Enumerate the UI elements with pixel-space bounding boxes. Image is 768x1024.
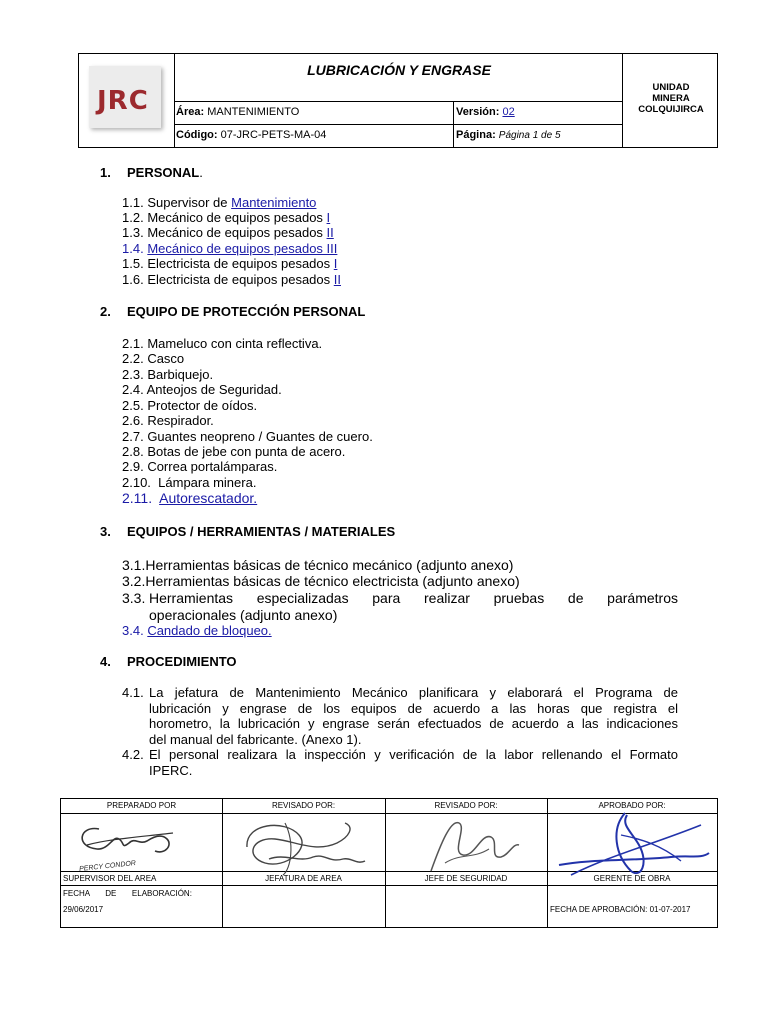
item-text: Guantes neopreno / Guantes de cuero. (147, 429, 373, 444)
list-item (122, 623, 272, 638)
item-text: Mecánico de equipos pesados (147, 210, 327, 225)
item-link[interactable]: Mecánico de equipos pesados III (147, 241, 338, 256)
area-cell (176, 106, 299, 118)
list-item (122, 272, 341, 287)
section-heading (100, 524, 395, 539)
item-number: 2.5. (122, 398, 144, 413)
item-text: Respirador. (147, 413, 214, 428)
item-link[interactable]: I (326, 210, 331, 225)
item-number: 1.4. (122, 241, 144, 256)
document-title: LUBRICACIÓN Y ENGRASE (307, 62, 491, 78)
item-link[interactable]: Autorescatador. (159, 490, 258, 506)
page-label: Página: (456, 129, 496, 141)
column-header: REVISADO POR: (434, 801, 498, 810)
page-value: Página 1 de 5 (498, 130, 561, 141)
unit-line: MINERA (652, 93, 690, 104)
item-number: 1.1. (122, 195, 144, 210)
code-cell (176, 129, 326, 141)
item-number: 3.2. (122, 573, 146, 589)
item-number: 2.6. (122, 413, 144, 428)
list-item (122, 256, 337, 271)
item-number: 3.1. (122, 557, 146, 573)
list-item (122, 398, 257, 413)
section-number: 1. (100, 165, 111, 180)
item-text: del manual del fabricante. (Anexo 1). (149, 731, 362, 747)
item-number: 2.4. (122, 382, 144, 397)
list-item (122, 210, 330, 225)
section-heading (100, 304, 365, 319)
section-title: EQUIPOS / HERRAMIENTAS / MATERIALES (127, 524, 396, 539)
section-title: EQUIPO DE PROTECCIÓN PERSONAL (127, 304, 366, 319)
fecha-elaboracion-value: 29/06/2017 (63, 905, 104, 914)
version-cell (456, 106, 515, 118)
fecha-elaboracion-label: FECHA DE ELABORACIÓN: (63, 889, 192, 898)
item-number: 2.3. (122, 367, 144, 382)
item-text: Protector de oídos. (147, 398, 258, 413)
list-item (122, 475, 256, 490)
divider (174, 101, 622, 102)
column-header: APROBADO POR: (598, 801, 666, 810)
list-item (122, 382, 282, 397)
list-item (122, 413, 214, 428)
section-number: 2. (100, 304, 111, 319)
item-text: Herramientas básicas de técnico mecánico (adjunto anexo) (145, 557, 514, 573)
item-number: 2.7. (122, 429, 144, 444)
signature-seguridad (401, 813, 531, 877)
item-text: Mecánico de equipos pesados (147, 225, 327, 240)
item-text: Supervisor de (147, 195, 232, 210)
role-label: SUPERVISOR DEL AREA (63, 874, 157, 883)
list-item (122, 444, 345, 459)
section-title: PERSONAL (127, 165, 200, 180)
role-label: JEFE DE SEGURIDAD (424, 874, 508, 883)
section-title-suffix: . (199, 165, 203, 180)
paragraph-item (122, 685, 678, 747)
item-text: Electricista de equipos pesados (147, 272, 334, 287)
column-header: PREPARADO POR (106, 801, 177, 810)
list-item (122, 490, 257, 506)
list-item (122, 241, 337, 256)
item-number: 1.5. (122, 256, 144, 271)
handwritten-name: PERCY CONDOR (78, 860, 137, 873)
item-number: 4.1. (122, 685, 144, 700)
role-label: JEFATURA DE AREA (265, 874, 342, 883)
list-item (122, 429, 373, 444)
list-item (122, 225, 334, 240)
item-link[interactable]: I (333, 256, 338, 271)
unit-line: COLQUIJIRCA (638, 104, 704, 115)
item-text: El personal realizara la inspección y verificación de la labor rellenando el Formato (149, 747, 678, 762)
item-text: Anteojos de Seguridad. (146, 382, 282, 397)
item-number: 1.6. (122, 272, 144, 287)
area-value: MANTENIMIENTO (207, 106, 300, 118)
mining-unit (623, 82, 719, 115)
item-text: Botas de jebe con punta de acero. (147, 444, 346, 459)
section-number: 4. (100, 654, 111, 669)
item-number: 2.10. (122, 475, 151, 490)
role-label: GERENTE DE OBRA (593, 874, 671, 883)
list-item (122, 367, 213, 382)
fecha-aprobacion: FECHA DE APROBACIÓN: 01-07-2017 (550, 905, 691, 914)
code-value: 07-JRC-PETS-MA-04 (220, 129, 327, 141)
item-text: lubricación y engrase de los equipos de acuerdo a las horas que registra el (149, 700, 678, 716)
item-text: horometro, la lubricación y engrase serán efectuados de acuerdo a las indicaciones (149, 716, 678, 731)
item-number: 3.3. (122, 590, 146, 606)
item-number: 2.8. (122, 444, 144, 459)
item-text: Electricista de equipos pesados (147, 256, 334, 271)
item-link[interactable]: Mantenimiento (231, 195, 317, 210)
item-number: 1.2. (122, 210, 144, 225)
version-label: Versión: (456, 106, 500, 118)
section-heading (100, 165, 203, 180)
version-value: 02 (502, 106, 515, 118)
list-item (122, 195, 316, 210)
area-label: Área: (176, 106, 205, 118)
item-link[interactable]: Candado de bloqueo. (147, 623, 272, 638)
document-header (78, 53, 718, 148)
item-link[interactable]: II (326, 225, 334, 240)
item-text: Lámpara minera. (158, 475, 257, 490)
company-logo (89, 66, 161, 128)
item-text: Casco (147, 351, 185, 366)
section-number: 3. (100, 524, 111, 539)
section-title: PROCEDIMIENTO (127, 654, 237, 669)
list-item (122, 351, 184, 366)
divider (385, 799, 386, 927)
item-text: operacionales (adjunto anexo) (149, 607, 338, 623)
divider (547, 799, 548, 927)
signature-table (60, 798, 718, 928)
item-link[interactable]: II (333, 272, 341, 287)
section-heading (100, 654, 237, 669)
divider (61, 885, 717, 886)
paragraph-item (122, 747, 678, 778)
code-label: Código: (176, 129, 218, 141)
signature-jefatura (225, 813, 375, 877)
item-text: Mameluco con cinta reflectiva. (147, 336, 323, 351)
list-item (122, 336, 322, 351)
list-item (122, 459, 277, 474)
divider (174, 124, 622, 125)
item-text: Herramientas especializadas para realizar pruebas de parámetros (149, 590, 678, 606)
item-number: 2.11. (122, 490, 153, 506)
page-cell (456, 129, 561, 141)
item-number: 1.3. (122, 225, 144, 240)
item-number: 3.4. (122, 623, 144, 638)
item-text: Herramientas básicas de técnico electricista (adjunto anexo) (145, 573, 520, 589)
item-number: 2.2. (122, 351, 144, 366)
item-number: 2.1. (122, 336, 144, 351)
divider (222, 799, 223, 927)
item-number: 2.9. (122, 459, 144, 474)
item-text: IPERC. (149, 762, 193, 778)
item-text: Correa portalámparas. (147, 459, 278, 474)
item-number: 4.2. (122, 747, 144, 762)
signature-gerente (551, 805, 717, 881)
column-header: REVISADO POR: (271, 801, 336, 810)
logo-text: JRC (97, 86, 149, 116)
list-item (122, 573, 520, 589)
list-item (122, 557, 513, 573)
item-text: Barbiquejo. (147, 367, 214, 382)
list-item (122, 590, 678, 624)
item-text: La jefatura de Mantenimiento Mecánico planificara y elaborará el Programa de (149, 685, 678, 700)
unit-line: UNIDAD (652, 82, 690, 93)
